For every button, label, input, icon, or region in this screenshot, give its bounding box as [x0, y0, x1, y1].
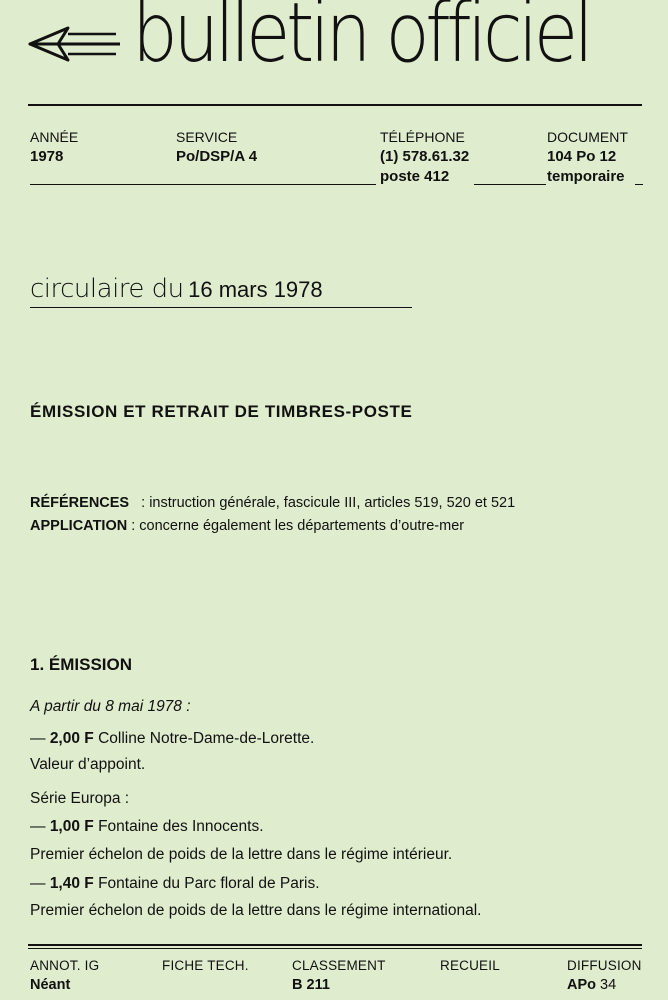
references-separator: :: [141, 495, 146, 511]
document-status: temporaire: [547, 168, 625, 185]
application-label: APPLICATION: [30, 518, 128, 534]
application-row: [30, 518, 464, 534]
stamp-note-3: Premier échelon de poids de la lettre dans le régime international.: [30, 902, 482, 919]
header-underline-left: [30, 184, 376, 185]
fiche-label: FICHE TECH.: [162, 958, 249, 973]
stamp-item-1: [30, 730, 314, 748]
dash: —: [30, 818, 46, 835]
dash: —: [30, 875, 46, 892]
references-row: [30, 495, 515, 511]
application-text: concerne également les départements d’outre-mer: [139, 518, 465, 534]
circulaire-prefix: circulaire du: [30, 274, 184, 304]
annee-value: 1978: [30, 148, 64, 165]
stamp-note-1: Valeur d’appoint.: [30, 756, 146, 773]
diffusion-label: DIFFUSION: [567, 958, 642, 973]
document-value: 104 Po 12: [547, 148, 617, 165]
stamp-name: Fontaine des Innocents.: [98, 818, 264, 835]
classement-value: B 211: [292, 977, 330, 993]
dash: —: [30, 730, 46, 747]
application-separator: :: [131, 518, 136, 534]
stamp-note-2: Premier échelon de poids de la lettre dans le régime intérieur.: [30, 846, 453, 863]
header-underline-right: [635, 184, 643, 185]
references-text: instruction générale, fascicule III, articles 519, 520 et 521: [149, 495, 516, 511]
document-label: DOCUMENT: [547, 129, 628, 145]
stamp-price: 2,00 F: [49, 730, 94, 747]
stamp-item-3: [30, 875, 320, 893]
diffusion-value: [567, 977, 616, 993]
header-underline-mid: [474, 184, 546, 185]
classement-label: CLASSEMENT: [292, 958, 386, 973]
telephone-value: (1) 578.61.32: [380, 148, 470, 165]
annot-label: ANNOT. IG: [30, 958, 100, 973]
series-label: Série Europa :: [30, 790, 130, 807]
stamp-name: Fontaine du Parc floral de Paris.: [98, 875, 320, 892]
recueil-label: RECUEIL: [440, 958, 500, 973]
circulaire-line: [30, 274, 323, 304]
footer-rule-second: [28, 948, 642, 949]
masthead-rule: [28, 104, 642, 106]
document-subject: ÉMISSION ET RETRAIT DE TIMBRES-POSTE: [30, 402, 413, 421]
paper-plane-arrow-icon: [28, 22, 124, 66]
masthead-title: bulletin officiel: [132, 0, 590, 81]
service-label: SERVICE: [176, 129, 238, 145]
service-value: Po/DSP/A 4: [176, 148, 258, 165]
references-label: RÉFÉRENCES: [30, 495, 130, 511]
stamp-item-2: [30, 818, 264, 836]
poste-value: poste 412: [380, 168, 450, 185]
diffusion-number: 34: [600, 977, 617, 993]
stamp-name: Colline Notre-Dame-de-Lorette.: [98, 730, 315, 747]
stamp-price: 1,00 F: [49, 818, 94, 835]
annot-value: Néant: [30, 977, 71, 993]
footer-rule-top: [28, 944, 642, 946]
telephone-label: TÉLÉPHONE: [380, 129, 465, 145]
annee-label: ANNÉE: [30, 129, 79, 145]
stamp-price: 1,40 F: [49, 875, 94, 892]
emission-intro: A partir du 8 mai 1978 :: [30, 698, 191, 715]
circulaire-underline: [30, 307, 412, 308]
circulaire-date: 16 mars 1978: [188, 277, 323, 302]
section-heading-emission: 1. ÉMISSION: [30, 655, 133, 674]
diffusion-code: APo: [567, 977, 596, 993]
